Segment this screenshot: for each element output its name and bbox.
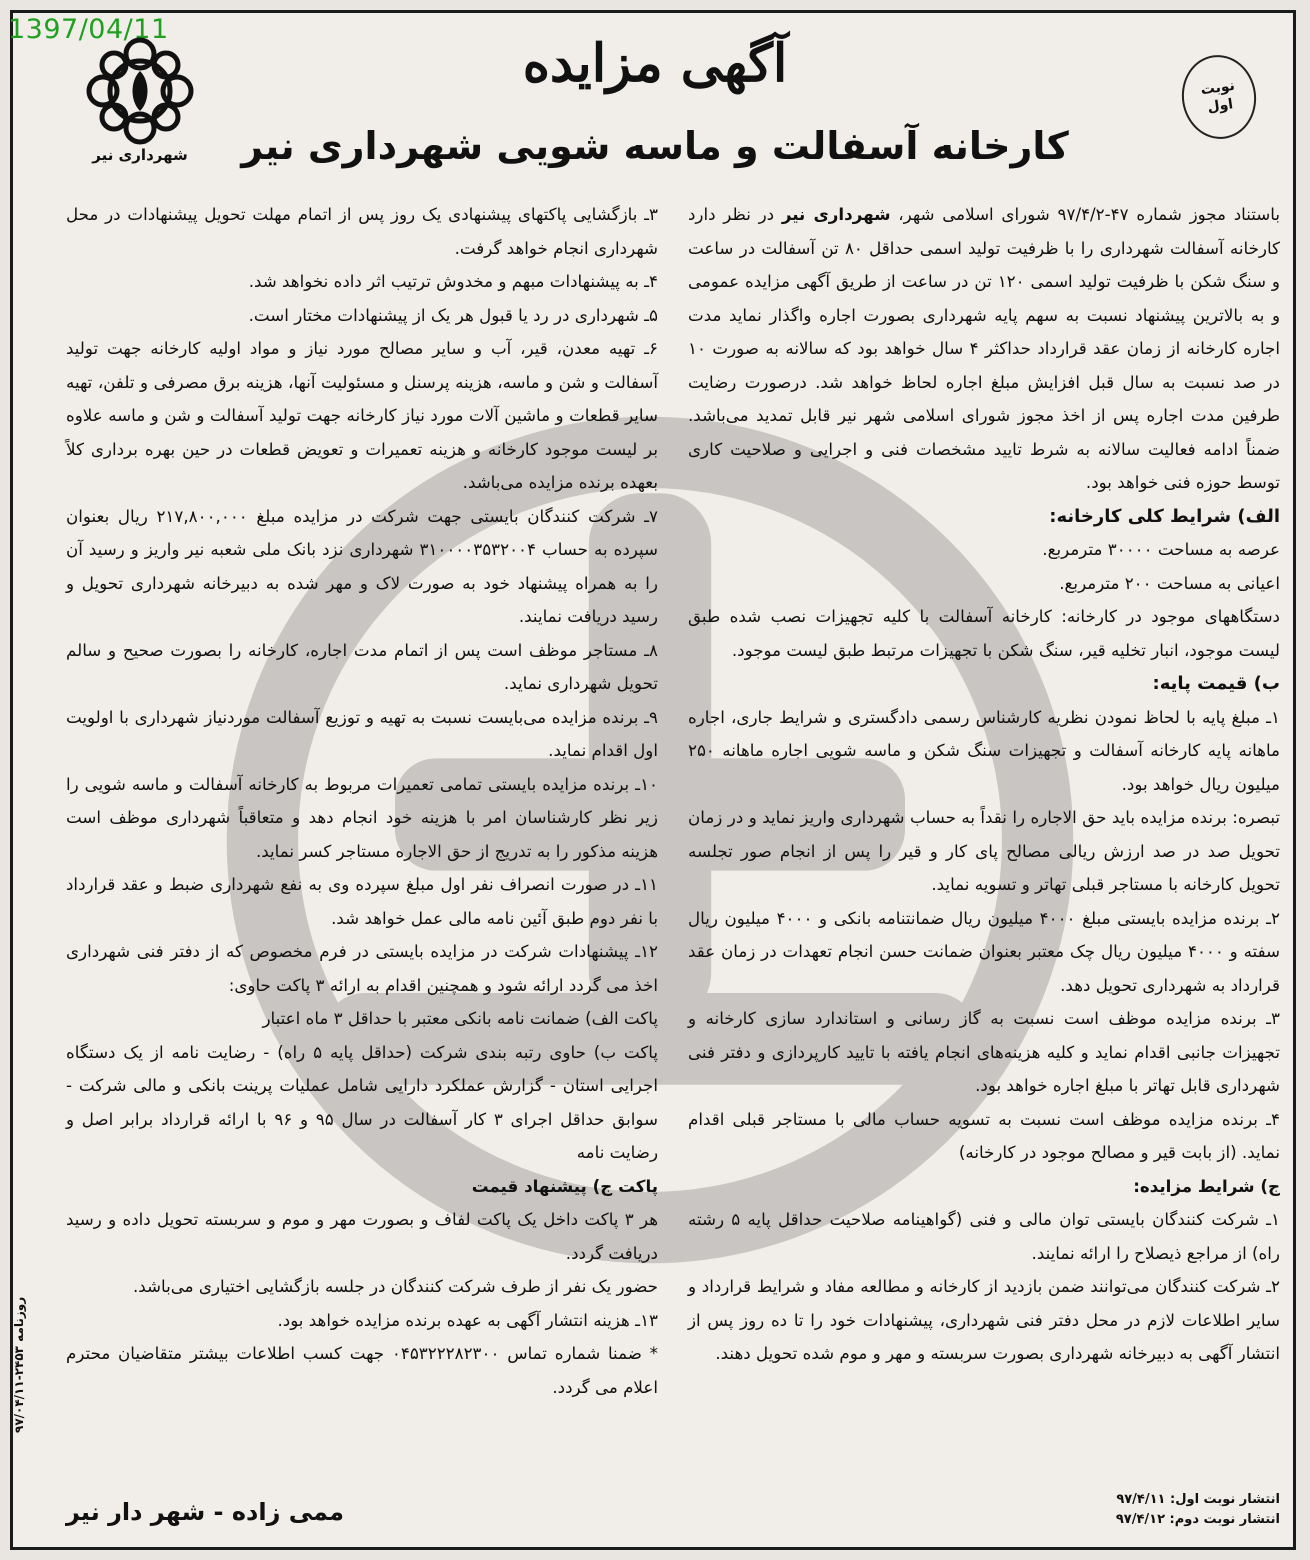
intro-paragraph [688, 198, 1280, 500]
section-b-item-1: ۱ـ مبلغ پایه با لحاظ نمودن نظریه کارشناس رسمی دادگستری و شرایط جاری، اجاره ماهانه پایه کارخانه آسفالت و تجهیزات سنگ شکن و ماسه شویی اجاره ماهانه ۲۵۰ میلیون ریال خواهد بود. [688, 706, 1280, 794]
condition-item-6: ۶ـ تهیه معدن، قیر، آب و سایر مصالح مورد نیاز و مواد اولیه کارخانه جهت تولید آسفالت و شن و ماسه، هزینه پرسنل و مسئولیت آنها، هزینه برق مصرفی و تلفن، تهیه سایر قطعات و ماشین آلات مورد نیاز کارخانه جهت تولید آسفالت و شن و ماسه علاوه بر لیست موجود کارخانه و هزینه تعمیرات و تعویض قطعات در حین بهره برداری کلاً بعهده برنده مزایده می‌باشد. [66, 338, 658, 492]
condition-item-10: ۱۰ـ برنده مزایده بایستی تمامی تعمیرات مربوط به کارخانه آسفالت و ماسه شویی را زیر نظر کارشناسان امر با هزینه خود انجام دهد و متعاقباً شهرداری موظف است هزینه مذکور را به تدریج از حق الاجاره مستاجر کسر نماید. [66, 773, 658, 861]
condition-item-7: ۷ـ شرکت کنندگان بایستی جهت شرکت در مزایده مبلغ ۲۱۷,۸۰۰,۰۰۰ ریال بعنوان سپرده به حساب ۳۱۰۰۰۰۳۵۳۲۰۰۴ شهرداری نزد بانک ملی شعبه نیر واریز و رسید آن را به همراه پیشنهاد خود به صورت لاک و مهر شده به دبیرخانه شهرداری تحویل و رسید دریافت نمایند. [66, 505, 659, 626]
page-subtitle: کارخانه آسفالت و ماسه شویی شهرداری نیر [241, 124, 1069, 168]
section-b-item-2: ۲ـ برنده مزایده بایستی مبلغ ۴۰۰۰ میلیون ریال ضمانتنامه بانکی و ۴۰۰۰ میلیون ریال سفته و ۴۰۰۰ میلیون ریال چک معتبر بعنوان ضمانت حسن انجام تعهدات در زمان عقد قرارداد به شهرداری تحویل دهد. [688, 907, 1281, 995]
packet-b: پاکت ب) حاوی رتبه بندی شرکت (حداقل پایه ۵ راه) - رضایت نامه از یک دستگاه اجرایی استان - گزارش عملکرد دارایی شامل عملیات پرینت بانکی و مالی شرکت - سوابق حداقل اجرای ۳ کار آسفالت در سال ۹۵ و ۹۶ با ارائه قرارداد برابر اصل و رضایت نامه [66, 1041, 659, 1162]
badge-line-2: اول [1206, 96, 1235, 116]
section-b-note: تبصره: برنده مزایده باید حق الاجاره را نقداً به حساب شهرداری واریز نماید و در زمان تحویل صد در صد ارزش ریالی مصالح پای کار و قیر را پس از انجام صور تجلسه تحویل کارخانه با مستاجر قبلی تهاتر و تسویه نماید. [688, 807, 1280, 894]
section-c-title: ج) شرایط مزایده: [1133, 1175, 1280, 1196]
condition-item-8: ۸ـ مستاجر موظف است پس از اتمام مدت اجاره، کارخانه را بصورت صحیح و سالم تحویل شهرداری نماید. [66, 639, 658, 693]
publication-dates [1116, 1490, 1280, 1530]
left-column [66, 198, 658, 1404]
packet-a: پاکت الف) ضمانت نامه بانکی معتبر با حداقل ۳ ماه اعتبار [262, 1008, 658, 1028]
publication-second: انتشار نوبت دوم: ۹۷/۴/۱۲ [1115, 1512, 1280, 1527]
signature: ممی زاده - شهر دار نیر [66, 1498, 344, 1526]
attendance-note: حضور یک نفر از طرف شرکت کنندگان در جلسه بازگشایی اختیاری می‌باشد. [132, 1276, 658, 1296]
section-b-title: ب) قیمت پایه: [1152, 673, 1280, 694]
intro-rest: در نظر دارد کارخانه آسفالت شهرداری را با ظرفیت تولید اسمی حداقل ۸۰ تن آسفالت در ساعت و سنگ شکن با ظرفیت تولید اسمی ۱۲۰ تن در ساعت از طریق آگهی مزایده عمومی و به بالاترین پیشنهاد نسبت به سهم پایه شهرداری بصورت اجاره واگذار نماید مدت اجاره کارخانه از زمان عقد قرارداد حداکثر ۴ سال خواهد بود که سالانه به صورت ۱۰ در صد نسبت به سال قبل افزایش مبلغ اجاره لحاظ خواهد شد. درصورت رضایت طرفین مدت اجاره پس از اخذ مجوز شورای اسلامی شهر نیر قابل تمدید می‌باشد. ضمناً ادامه فعالیت سالانه به شرط تایید مشخصات فنی و اجرایی و صلاحیت کاری توسط حوزه فنی خواهد بود. [688, 204, 1281, 492]
publication-first: انتشار نوبت اول: ۹۷/۴/۱۱ [1116, 1492, 1280, 1507]
condition-item-11: ۱۱ـ در صورت انصراف نفر اول مبلغ سپرده وی به نفع شهرداری ضبط و عقد قرارداد با نفر دوم طبق آئین نامه مالی عمل خواهد شد. [66, 874, 658, 928]
packets-note: هر ۳ پاکت داخل یک پاکت لفاف و بصورت مهر و موم و سربسته تحویل داده و رسید دریافت گردد. [66, 1209, 658, 1263]
condition-item-4: ۴ـ به پیشنهادات مبهم و مخدوش ترتیب اثر داده نخواهد شد. [248, 271, 658, 291]
section-a-item-2: اعیانی به مساحت ۲۰۰ مترمربع. [1059, 572, 1280, 593]
logo-caption: شهرداری نیر [92, 146, 188, 164]
condition-item-9: ۹ـ برنده مزایده می‌بایست نسبت به تهیه و توزیع آسفالت موردنیاز شهرداری با اولویت اول اقدام نماید. [66, 706, 658, 760]
condition-item-13: ۱۳ـ هزینه انتشار آگهی به عهده برنده مزایده خواهد بود. [277, 1309, 658, 1330]
section-b-item-4: ۴ـ برنده مزایده موظف است نسبت به تسویه حساب مالی با مستاجر قبلی اقدام نماید. (از بابت قیر و مصالح موجود در کارخانه) [688, 1108, 1280, 1162]
section-c-item-1: ۱ـ شرکت کنندگان بایستی توان مالی و فنی (گواهینامه صلاحیت حداقل پایه ۵ رشته راه) از مراجع ذیصلاح را ارائه نمایند. [688, 1209, 1280, 1263]
right-column [688, 198, 1280, 1371]
section-c-item-2: ۲ـ شرکت کنندگان می‌توانند ضمن بازدید از کارخانه و مطالعه مفاد و شرایط قرارداد و سایر اطلاعات لازم در محل دفتر فنی شهرداری، پیشنهادات خود را تا ده روز پس از انتشار آگهی به دبیرخانه شهرداری بصورت سربسته و مهر و موم شده تحویل دهند. [688, 1276, 1280, 1363]
contact-note: * ضمنا شماره تماس ۰۴۵۳۲۲۲۸۲۳۰۰ جهت کسب اطلاعات بیشتر متقاضیان محترم اعلام می گردد. [66, 1343, 658, 1397]
page-title: آگهی مزایده [522, 33, 788, 94]
condition-item-3: ۳ـ بازگشایی پاکتهای پیشنهادی یک روز پس از اتمام مهلت تحویل پیشنهادات در محل شهرداری انجام خواهد گرفت. [66, 204, 658, 258]
newspaper-side-note: روزنامه ۲۴۵۳-۹۷/۰۴/۱۱ [12, 1296, 26, 1434]
section-a-item-1: عرصه به مساحت ۳۰۰۰۰ مترمربع. [1042, 539, 1280, 559]
section-a-title: الف) شرایط کلی کارخانه: [1049, 505, 1280, 527]
badge-line-1: نوبت [1199, 77, 1236, 99]
section-a-item-3: دستگاههای موجود در کارخانه: کارخانه آسفالت با کلیه تجهیزات نصب شده طبق لیست موجود، انبار تخلیه قیر، سنگ شکن با تجهیزات مرتبط طبق لیست موجود. [688, 606, 1280, 660]
section-b-item-3: ۳ـ برنده مزایده موظف است نسبت به گاز رسانی و استاندارد سازی کارخانه و تجهیزات جانبی اقدام نماید و کلیه هزینه‌های انجام یافته با تایید کارپردازی و دفتر فنی شهرداری قابل تهاتر با مبلغ اجاره خواهد بود. [688, 1008, 1280, 1095]
archive-date-stamp: 1397/04/11 [8, 14, 169, 45]
condition-item-5: ۵ـ شهرداری در رد یا قبول هر یک از پیشنهادات مختار است. [248, 304, 658, 325]
intro-org: شهرداری نیر [781, 204, 891, 224]
condition-item-12: ۱۲ـ پیشنهادات شرکت در مزایده بایستی در فرم مخصوص که از دفتر فنی شهرداری اخذ می گردد ارائه شود و همچنین اقدام به ارائه ۳ پاکت حاوی: [66, 941, 658, 995]
packet-c: پاکت ج) پیشنهاد قیمت [471, 1175, 658, 1196]
intro-lead: باستناد مجوز شماره ۴۷-۹۷/۴/۲ شورای اسلامی شهر، [898, 204, 1281, 224]
